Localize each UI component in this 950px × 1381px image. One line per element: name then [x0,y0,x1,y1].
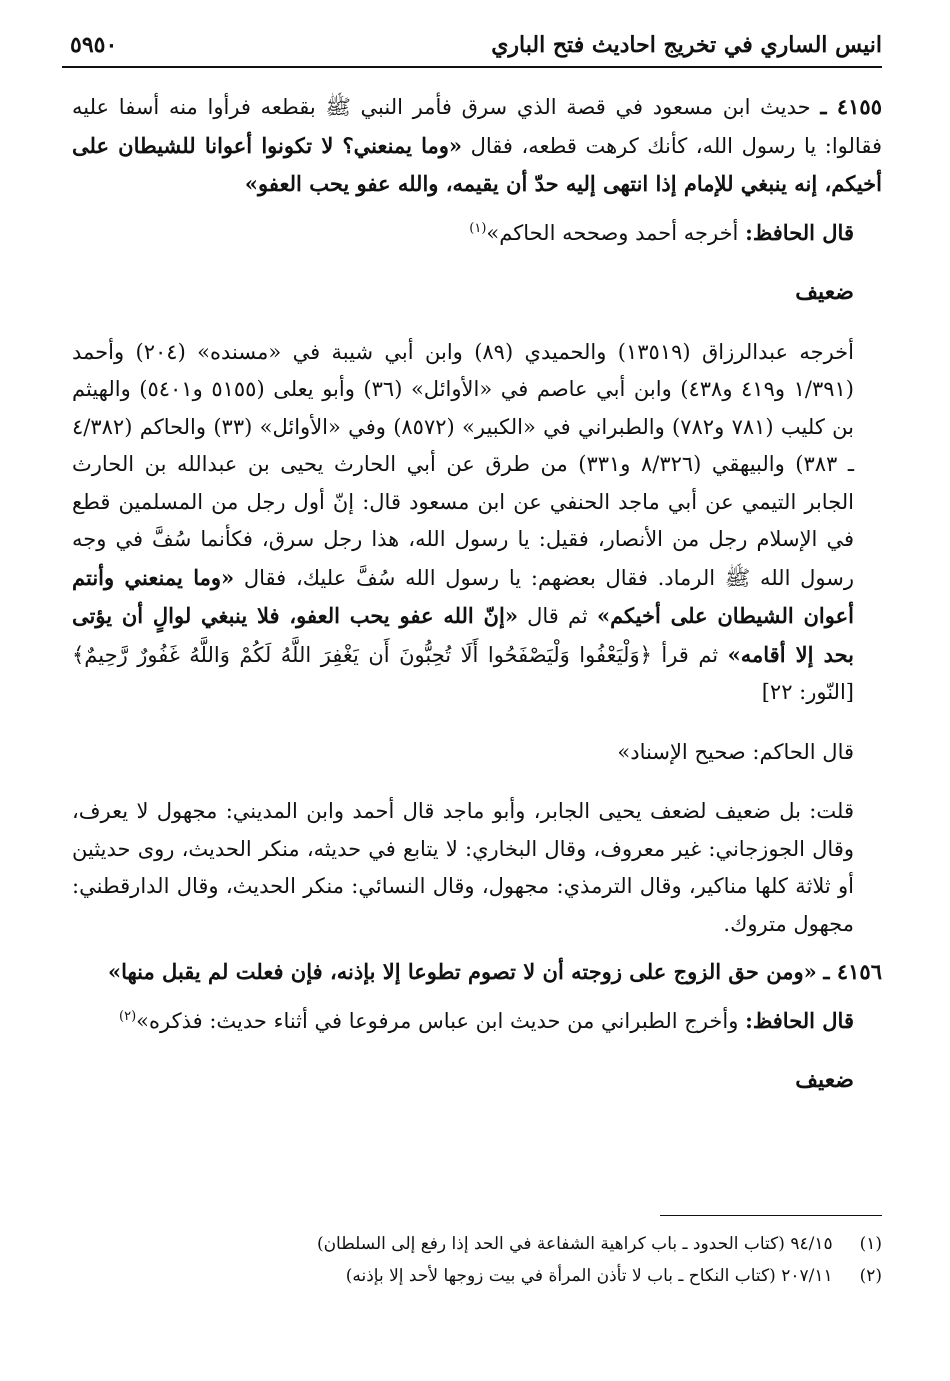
main-text [72,88,882,1100]
header-divider [62,66,882,68]
page-number: ٥٩٥٠ [70,32,118,58]
footnote-divider [660,1215,882,1216]
footnote-text: ٩٤/١٥ (كتاب الحدود ـ باب كراهية الشفاعة في الحد إذا رفع إلى السلطان) [316,1234,833,1254]
takhrij-connector-2: ثم قرأ [661,642,719,667]
book-title: انيس الساري في تخريج احاديث فتح الباري [491,32,882,58]
footnote-number: (١) [859,1234,882,1254]
footnote-1 [200,1228,882,1260]
hadith-text: حديث ابن مسعود في قصة الذي سرق فأمر النبي ﷺ بقطعه فرأوا منه أسفا عليه فقالوا: يا رسول الله، كأنك كرهت قطعه، فقال [72,95,882,158]
takhrij-connector: ثم قال [527,604,588,628]
footnote-ref: (١) [469,220,487,236]
takhrij-quote-1: «وما يمنعني وأنتم أعوان الشيطان على أخيكم» [72,564,854,628]
running-header [62,22,882,70]
hadith-number: ٤١٥٥ ـ [820,94,882,119]
hadith-quote: «وما يمنعني؟ لا تكونوا أعوانا للشيطان على أخيكم، إنه ينبغي للإمام إذا انتهى إليه حدّ أن يقيمه، والله عفو يحب العفو» [72,132,882,196]
hafiz-text: وأخرج الطبراني من حديث ابن عباس مرفوعا في أثناء حديث: فذكره» [136,1008,739,1033]
quran-reference: [النّور: ٢٢] [761,680,854,704]
footnote-number: (٢) [859,1266,882,1286]
takhrij-paragraph [72,334,882,712]
hafiz-label: قال الحافظ: [745,1007,854,1033]
hakim-statement: قال الحاكم: صحيح الإسناد» [617,739,854,764]
takhrij-quote-2: «إنّ الله عفو يحب العفو، فلا ينبغي لوالٍ أن يؤتى بحد إلا أقامه» [72,603,854,667]
hadith-entry-4155 [72,88,882,204]
footnote-ref: (٢) [119,1008,137,1024]
takhrij-text: أخرجه عبدالرزاق (١٣٥١٩) والحميدي (٨٩) وابن أبي شيبة في «مسنده» (٢٠٤) وأحمد (١/٣٩١ و٤١٩ و٤٣٨) وابن أبي عاصم في «الأوائل» (٣٦) وأبو يعلى (٥١٥٥ و٥٤٠١) والهيثم بن كليب (٧٨١ و٧٨٢) والطبراني في «الكبير» (٨٥٧٢) وفي «الأوائل» (٣٣) والحاكم (٤/٣٨٢ ـ ٣٨٣) والبيهقي (٨/٣٢٦ و٣٣١) من طرق عن أبي الحارث يحيى بن عبدالله بن الحارث الجابر التيمي عن أبي ماجد الحنفي عن ابن مسعود قال: إنّ أول رجل من المسلمين قطع في الإسلام رجل من الأنصار، فقيل: يا رسول الله، هذا رجل سرق، فكأنما سُفَّ في وجه رسول الله ﷺ الرماد. فقال بعضهم: يا رسول الله سُفَّ عليك، فقال [72,339,855,590]
hafiz-label: قال الحافظ: [745,219,854,245]
author-comment: قلت: بل ضعيف لضعف يحيى الجابر، وأبو ماجد قال أحمد وابن المديني: مجهول لا يعرف، وقال الجوزجاني: غير معروف، وقال البخاري: لا يتابع في حديثه، منكر الحديث، روى حديثين أو ثلاثة كلها مناكير، وقال الترمذي: مجهول، وقال النسائي: منكر الحديث، وقال الدارقطني: مجهول متروك. [72,799,854,936]
hafiz-statement [72,214,882,253]
hadith-entry-4156 [72,953,882,992]
hadith-number: ٤١٥٦ ـ [823,959,882,984]
footnote-2 [200,1260,882,1292]
hafiz-text: أخرجه أحمد وصححه الحاكم» [486,220,739,245]
hafiz-statement [72,1002,882,1041]
grade-label: ضعيف [795,1067,854,1093]
footnote-text: ٢٠٧/١١ (كتاب النكاح ـ باب لا تأذن المرأة في بيت زوجها لأحد إلا بإذنه) [345,1266,833,1286]
grade-label: ضعيف [795,279,854,305]
hadith-quote: «ومن حق الزوج على زوجته أن لا تصوم تطوعا إلا بإذنه، فإن فعلت لم يقبل منها» [107,959,817,984]
footnotes [200,1228,882,1292]
quran-verse: ﴿وَلْيَعْفُوا وَلْيَصْفَحُوا أَلَا تُحِبُّونَ أَن يَغْفِرَ اللَّهُ لَكُمْ وَاللَّهُ غَفُورٌ رَّحِيمٌ﴾ [72,642,652,667]
